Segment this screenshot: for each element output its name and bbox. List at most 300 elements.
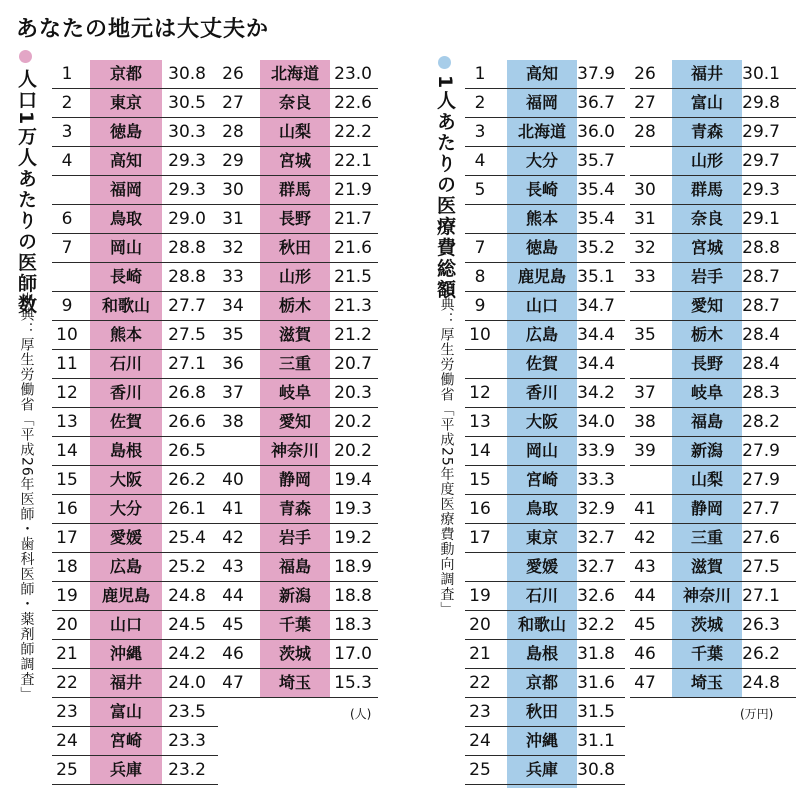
table-row: [52, 698, 218, 727]
rank-cell: 38: [222, 412, 244, 432]
table-row: [465, 698, 625, 727]
rank-cell: 33: [222, 267, 244, 287]
prefecture-cell: 鳥取: [109, 209, 142, 228]
table-row: [52, 756, 218, 785]
rank-cell: 26: [222, 64, 244, 84]
table-row: [218, 321, 378, 350]
value-cell: 26.2: [168, 470, 206, 490]
rank-cell: 12: [469, 383, 491, 403]
medical-label: 1人あたりの医療費総額: [434, 75, 456, 301]
value-cell: 22.1: [334, 151, 372, 171]
table-row: [218, 553, 378, 582]
value-cell: 26.1: [168, 499, 206, 519]
table-row: [52, 205, 218, 234]
rank-cell: 4: [474, 151, 486, 171]
table-row: [218, 379, 378, 408]
table-row: [218, 234, 378, 263]
rank-cell: 46: [634, 644, 656, 664]
value-cell: 27.9: [742, 470, 780, 490]
table-row: [52, 89, 218, 118]
prefecture-cell: 島根: [525, 644, 558, 663]
rank-cell: 6: [61, 209, 73, 229]
prefecture-cell: 大阪: [109, 470, 142, 489]
table-row: [52, 466, 218, 495]
value-cell: 32.9: [577, 499, 615, 519]
table-row: [52, 263, 218, 292]
value-cell: 18.9: [334, 557, 372, 577]
prefecture-cell: 秋田: [278, 238, 311, 257]
value-cell: 29.3: [168, 151, 206, 171]
rank-cell: 27: [222, 93, 244, 113]
rank-cell: 31: [222, 209, 244, 229]
table-row: [52, 640, 218, 669]
value-cell: 35.4: [577, 180, 615, 200]
value-cell: 35.7: [577, 151, 615, 171]
prefecture-cell: 大分: [109, 499, 142, 518]
prefecture-cell: 宮崎: [109, 731, 142, 750]
rank-cell: 24: [56, 731, 78, 751]
table-row: [465, 640, 625, 669]
rank-cell: 24: [469, 731, 491, 751]
table-row: [630, 321, 796, 350]
value-cell: 24.2: [168, 644, 206, 664]
value-cell: 24.5: [168, 615, 206, 635]
prefecture-cell: 愛知: [278, 412, 311, 431]
table-row: [218, 582, 378, 611]
prefecture-cell: 滋賀: [690, 557, 723, 576]
prefecture-cell: 三重: [278, 354, 311, 373]
table-row: [630, 466, 796, 495]
value-cell: 30.8: [168, 64, 206, 84]
value-cell: 28.4: [742, 354, 780, 374]
prefecture-cell: 愛媛: [109, 528, 142, 547]
table-row: [218, 292, 378, 321]
rank-cell: 17: [56, 528, 78, 548]
value-cell: 34.4: [577, 354, 615, 374]
table-row: [465, 147, 625, 176]
prefecture-cell: 大阪: [525, 412, 558, 431]
rank-cell: 47: [634, 673, 656, 693]
table-row: [630, 350, 796, 379]
value-cell: 34.4: [577, 325, 615, 345]
rank-cell: 1: [474, 64, 486, 84]
value-cell: 21.3: [334, 296, 372, 316]
rank-cell: 45: [634, 615, 656, 635]
rank-cell: 44: [634, 586, 656, 606]
prefecture-cell: 京都: [109, 64, 142, 83]
value-cell: 32.7: [577, 528, 615, 548]
rank-cell: 5: [474, 180, 486, 200]
prefecture-cell: 岡山: [109, 238, 142, 257]
value-cell: 21.2: [334, 325, 372, 345]
table-row: [465, 263, 625, 292]
rank-cell: 14: [469, 441, 491, 461]
prefecture-cell: 奈良: [690, 209, 723, 228]
table-row: [218, 205, 378, 234]
prefecture-cell: 山形: [690, 151, 723, 170]
value-cell: 29.7: [742, 151, 780, 171]
value-cell: 28.2: [742, 412, 780, 432]
rank-cell: 44: [222, 586, 244, 606]
table-row: [465, 466, 625, 495]
prefecture-cell: 鹿児島: [517, 267, 566, 286]
rank-cell: 29: [222, 151, 244, 171]
prefecture-cell: 山梨: [690, 470, 723, 489]
table-row: [218, 118, 378, 147]
rank-cell: 9: [474, 296, 486, 316]
prefecture-cell: 高知: [525, 64, 558, 83]
prefecture-cell: 福岡: [109, 180, 142, 199]
rank-cell: 19: [469, 586, 491, 606]
table-row: [465, 205, 625, 234]
value-cell: 28.3: [742, 383, 780, 403]
prefecture-cell: 愛知: [690, 296, 723, 315]
prefecture-cell: 千葉: [278, 615, 311, 634]
rank-cell: 16: [469, 499, 491, 519]
rank-cell: 43: [222, 557, 244, 577]
value-cell: 32.2: [577, 615, 615, 635]
table-row: [52, 611, 218, 640]
rank-cell: 37: [634, 383, 656, 403]
table-row: [630, 292, 796, 321]
table-row: [630, 118, 796, 147]
table-row: [52, 524, 218, 553]
table-row: [630, 263, 796, 292]
prefecture-cell: 沖縄: [525, 731, 558, 750]
rank-cell: 17: [469, 528, 491, 548]
table-row: [630, 611, 796, 640]
rank-cell: 11: [56, 354, 78, 374]
value-cell: 18.3: [334, 615, 372, 635]
prefecture-cell: 神奈川: [682, 586, 731, 605]
rank-cell: 3: [474, 122, 486, 142]
rank-cell: 23: [469, 702, 491, 722]
value-cell: 35.2: [577, 238, 615, 258]
rank-cell: 10: [56, 325, 78, 345]
table-row: [465, 292, 625, 321]
rank-cell: 8: [474, 267, 486, 287]
prefecture-cell: 福島: [278, 557, 311, 576]
prefecture-cell: 大分: [525, 151, 558, 170]
table-row: [52, 147, 218, 176]
table-row: [465, 524, 625, 553]
table-row: [465, 611, 625, 640]
rank-cell: 27: [634, 93, 656, 113]
prefecture-cell: 和歌山: [101, 296, 150, 315]
table-row: [218, 350, 378, 379]
rank-cell: 30: [634, 180, 656, 200]
rank-cell: 21: [56, 644, 78, 664]
value-cell: 19.3: [334, 499, 372, 519]
table-row: [630, 495, 796, 524]
table-row: [218, 89, 378, 118]
rank-cell: 26: [634, 64, 656, 84]
table-row: [465, 437, 625, 466]
value-cell: 27.7: [742, 499, 780, 519]
prefecture-cell: 滋賀: [278, 325, 311, 344]
table-row: [630, 234, 796, 263]
rank-cell: 40: [222, 470, 244, 490]
medical-unit: (万円): [740, 707, 774, 721]
value-cell: 27.1: [742, 586, 780, 606]
table-row: [465, 756, 625, 785]
rank-cell: 31: [634, 209, 656, 229]
prefecture-cell: 群馬: [690, 180, 723, 199]
rank-cell: 2: [474, 93, 486, 113]
prefecture-cell: 岩手: [278, 528, 311, 547]
table-row: [630, 205, 796, 234]
value-cell: 26.5: [168, 441, 206, 461]
prefecture-cell: 新潟: [690, 441, 723, 460]
table-row: [465, 321, 625, 350]
value-cell: 22.2: [334, 122, 372, 142]
medical-table-col2: [630, 60, 796, 698]
rank-cell: 2: [61, 93, 73, 113]
value-cell: 25.2: [168, 557, 206, 577]
value-cell: 35.1: [577, 267, 615, 287]
value-cell: 29.3: [742, 180, 780, 200]
medical-source: 出典：厚生労働省「平成25年度医療費動向調査」: [438, 282, 455, 617]
table-row: [465, 118, 625, 147]
prefecture-cell: 青森: [690, 122, 723, 141]
table-row: [218, 611, 378, 640]
rank-cell: 12: [56, 383, 78, 403]
table-row: [52, 437, 218, 466]
table-row: [218, 524, 378, 553]
rank-cell: 32: [634, 238, 656, 258]
rank-cell: 7: [474, 238, 486, 258]
prefecture-cell: 岡山: [525, 441, 558, 460]
table-row: [465, 60, 625, 89]
table-row: [630, 582, 796, 611]
prefecture-cell: 宮城: [278, 151, 311, 170]
rank-cell: 22: [56, 673, 78, 693]
value-cell: 25.4: [168, 528, 206, 548]
prefecture-cell: 神奈川: [270, 441, 319, 460]
table-row: [630, 640, 796, 669]
table-row: [630, 147, 796, 176]
prefecture-cell: 岐阜: [690, 383, 723, 402]
value-cell: 32.7: [577, 557, 615, 577]
table-row: [630, 553, 796, 582]
prefecture-cell: 福岡: [525, 93, 558, 112]
table-row: [465, 553, 625, 582]
value-cell: 27.5: [742, 557, 780, 577]
table-row: [218, 437, 378, 466]
table-row: [218, 60, 378, 89]
prefecture-cell: 福島: [690, 412, 723, 431]
value-cell: 21.6: [334, 238, 372, 258]
table-row: [52, 553, 218, 582]
table-row: [52, 350, 218, 379]
value-cell: 24.8: [742, 673, 780, 693]
value-cell: 20.2: [334, 412, 372, 432]
value-cell: 31.5: [577, 702, 615, 722]
prefecture-cell: 茨城: [690, 615, 723, 634]
value-cell: 30.1: [742, 64, 780, 84]
rank-cell: 18: [56, 557, 78, 577]
table-row: [218, 176, 378, 205]
value-cell: 29.7: [742, 122, 780, 142]
table-row: [52, 495, 218, 524]
prefecture-cell: 石川: [109, 354, 142, 373]
doctors-table-col1: [52, 60, 218, 785]
value-cell: 36.7: [577, 93, 615, 113]
prefecture-cell: 香川: [525, 383, 558, 402]
prefecture-cell: 栃木: [690, 325, 723, 344]
prefecture-cell: 鳥取: [525, 499, 558, 518]
prefecture-cell: 埼玉: [278, 673, 311, 692]
rank-cell: 25: [56, 760, 78, 780]
value-cell: 34.2: [577, 383, 615, 403]
value-cell: 22.6: [334, 93, 372, 113]
rank-cell: 10: [469, 325, 491, 345]
medical-section-label: [435, 56, 454, 300]
table-row: [465, 408, 625, 437]
prefecture-cell: 広島: [109, 557, 142, 576]
value-cell: 24.8: [168, 586, 206, 606]
prefecture-cell: 佐賀: [525, 354, 558, 373]
rank-cell: 21: [469, 644, 491, 664]
table-row: [465, 350, 625, 379]
table-row: [465, 234, 625, 263]
doctors-label: 人口1万人あたりの医師数: [15, 69, 37, 316]
prefecture-cell: 宮城: [690, 238, 723, 257]
value-cell: 29.1: [742, 209, 780, 229]
prefecture-cell: 長野: [278, 209, 311, 228]
prefecture-cell: 兵庫: [525, 760, 558, 779]
value-cell: 23.5: [168, 702, 206, 722]
value-cell: 34.7: [577, 296, 615, 316]
prefecture-cell: 新潟: [278, 586, 311, 605]
prefecture-cell: 熊本: [109, 325, 142, 344]
table-row: [52, 408, 218, 437]
rank-cell: 34: [222, 296, 244, 316]
prefecture-cell: 愛媛: [525, 557, 558, 576]
value-cell: 31.1: [577, 731, 615, 751]
prefecture-cell: 兵庫: [109, 760, 142, 779]
value-cell: 19.2: [334, 528, 372, 548]
rank-cell: 33: [634, 267, 656, 287]
prefecture-cell: 山梨: [278, 122, 311, 141]
value-cell: 37.9: [577, 64, 615, 84]
rank-cell: 22: [469, 673, 491, 693]
table-row: [218, 466, 378, 495]
prefecture-cell: 岐阜: [278, 383, 311, 402]
value-cell: 19.4: [334, 470, 372, 490]
doctors-section-label: [16, 50, 35, 315]
prefecture-cell: 北海道: [517, 122, 566, 141]
table-row: [218, 669, 378, 698]
rank-cell: 42: [222, 528, 244, 548]
rank-cell: 35: [222, 325, 244, 345]
value-cell: 30.5: [168, 93, 206, 113]
table-row: [52, 176, 218, 205]
table-row: [52, 292, 218, 321]
rank-cell: 15: [469, 470, 491, 490]
prefecture-cell: 千葉: [690, 644, 723, 663]
value-cell: 20.2: [334, 441, 372, 461]
table-row: [630, 176, 796, 205]
prefecture-cell: 沖縄: [109, 644, 142, 663]
table-row: [630, 524, 796, 553]
prefecture-cell: 広島: [525, 325, 558, 344]
table-row: [630, 437, 796, 466]
prefecture-cell: 福井: [690, 64, 723, 83]
rank-cell: 45: [222, 615, 244, 635]
prefecture-cell: 群馬: [278, 180, 311, 199]
rank-cell: 16: [56, 499, 78, 519]
value-cell: 30.3: [168, 122, 206, 142]
prefecture-cell: 東京: [109, 93, 142, 112]
prefecture-cell: 青森: [278, 499, 311, 518]
table-row: [52, 379, 218, 408]
rank-cell: 39: [634, 441, 656, 461]
value-cell: 29.0: [168, 209, 206, 229]
prefecture-cell: 岩手: [690, 267, 723, 286]
rank-cell: 32: [222, 238, 244, 258]
rank-cell: 7: [61, 238, 73, 258]
value-cell: 28.8: [742, 238, 780, 258]
value-cell: 28.4: [742, 325, 780, 345]
table-row: [52, 60, 218, 89]
rank-cell: 38: [634, 412, 656, 432]
value-cell: 20.3: [334, 383, 372, 403]
medical-table-col1: [465, 60, 625, 788]
value-cell: 27.6: [742, 528, 780, 548]
table-row: [465, 495, 625, 524]
value-cell: 26.6: [168, 412, 206, 432]
value-cell: 28.8: [168, 267, 206, 287]
value-cell: 21.7: [334, 209, 372, 229]
rank-cell: 47: [222, 673, 244, 693]
value-cell: 33.3: [577, 470, 615, 490]
rank-cell: 20: [56, 615, 78, 635]
value-cell: 33.9: [577, 441, 615, 461]
table-row: [52, 234, 218, 263]
value-cell: 17.0: [334, 644, 372, 664]
rank-cell: 23: [56, 702, 78, 722]
prefecture-cell: 富山: [109, 702, 142, 721]
prefecture-cell: 徳島: [525, 238, 558, 257]
prefecture-cell: 鹿児島: [101, 586, 150, 605]
value-cell: 21.5: [334, 267, 372, 287]
prefecture-cell: 三重: [690, 528, 723, 547]
blue-dot-icon: [438, 56, 451, 69]
table-row: [630, 60, 796, 89]
prefecture-cell: 福井: [109, 673, 142, 692]
rank-cell: 36: [222, 354, 244, 374]
value-cell: 35.4: [577, 209, 615, 229]
prefecture-cell: 長崎: [109, 267, 142, 286]
table-row: [218, 640, 378, 669]
table-row: [465, 176, 625, 205]
value-cell: 24.0: [168, 673, 206, 693]
value-cell: 32.6: [577, 586, 615, 606]
rank-cell: 3: [61, 122, 73, 142]
table-row: [52, 727, 218, 756]
table-row: [465, 669, 625, 698]
rank-cell: 28: [222, 122, 244, 142]
table-row: [218, 147, 378, 176]
prefecture-cell: 静岡: [690, 499, 723, 518]
doctors-source: 出典：厚生労働省「平成26年医師・歯科医師・薬剤師調査」: [18, 292, 35, 702]
prefecture-cell: 宮崎: [525, 470, 558, 489]
prefecture-cell: 東京: [525, 528, 558, 547]
table-row: [52, 321, 218, 350]
value-cell: 36.0: [577, 122, 615, 142]
value-cell: 23.0: [334, 64, 372, 84]
